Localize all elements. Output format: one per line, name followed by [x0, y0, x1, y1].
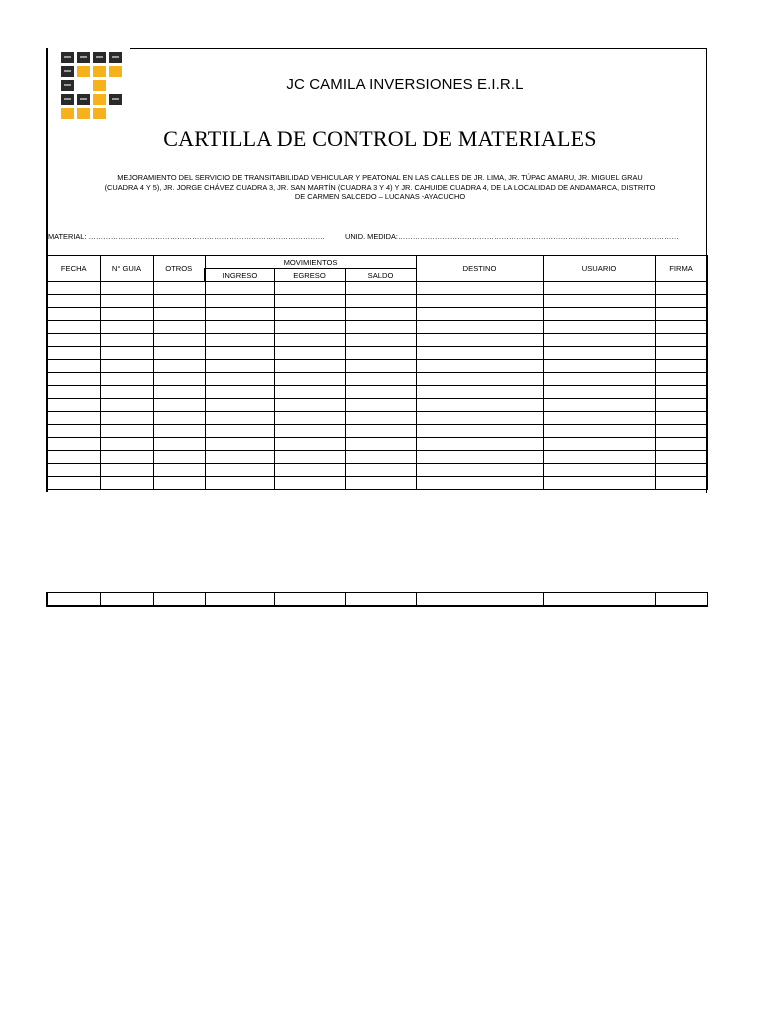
logo-block — [77, 66, 90, 77]
table-cell[interactable] — [345, 464, 416, 477]
table-cell[interactable] — [416, 360, 543, 373]
table-cell[interactable] — [543, 334, 655, 347]
table-cell[interactable] — [47, 334, 100, 347]
table-cell[interactable] — [205, 282, 274, 295]
table-cell[interactable] — [205, 308, 274, 321]
table-cell[interactable] — [543, 386, 655, 399]
table-row — [47, 412, 707, 425]
table-cell[interactable] — [416, 593, 543, 607]
table-cell[interactable] — [100, 451, 153, 464]
table-cell[interactable] — [205, 412, 274, 425]
table-cell[interactable] — [274, 451, 345, 464]
table-cell[interactable] — [345, 347, 416, 360]
table-cell[interactable] — [274, 282, 345, 295]
table-cell[interactable] — [100, 360, 153, 373]
table-cell[interactable] — [274, 334, 345, 347]
table-cell[interactable] — [100, 282, 153, 295]
table-cell[interactable] — [416, 308, 543, 321]
table-cell[interactable] — [345, 386, 416, 399]
table-cell[interactable] — [655, 321, 707, 334]
col-header-saldo: SALDO — [345, 269, 416, 282]
table-cell[interactable] — [655, 373, 707, 386]
table-cell[interactable] — [205, 321, 274, 334]
table-row — [47, 451, 707, 464]
table-cell[interactable] — [100, 321, 153, 334]
table-row — [47, 593, 707, 607]
table-cell[interactable] — [345, 321, 416, 334]
company-logo-icon — [61, 52, 123, 120]
company-name: JC CAMILA INVERSIONES E.I.R.L — [286, 76, 524, 93]
table-cell[interactable] — [153, 477, 205, 490]
table-cell[interactable] — [416, 412, 543, 425]
table-row — [47, 334, 707, 347]
logo-block — [109, 94, 122, 105]
table-cell[interactable] — [100, 373, 153, 386]
table-cell[interactable] — [345, 295, 416, 308]
document-title: CARTILLA DE CONTROL DE MATERIALES — [163, 126, 597, 151]
table-cell[interactable] — [543, 412, 655, 425]
table-cell[interactable] — [153, 399, 205, 412]
table-cell[interactable] — [100, 464, 153, 477]
logo-block — [77, 94, 90, 105]
table-cell[interactable] — [543, 321, 655, 334]
table-cell[interactable] — [416, 425, 543, 438]
table-cell[interactable] — [47, 438, 100, 451]
table-cell[interactable] — [205, 593, 274, 607]
table-cell[interactable] — [274, 477, 345, 490]
table-cell[interactable] — [100, 386, 153, 399]
materials-table-continued — [46, 592, 708, 607]
table-cell[interactable] — [205, 347, 274, 360]
table-cell[interactable] — [655, 360, 707, 373]
table-cell[interactable] — [345, 399, 416, 412]
table-cell[interactable] — [153, 308, 205, 321]
table-cell[interactable] — [345, 412, 416, 425]
table-row — [47, 295, 707, 308]
table-cell[interactable] — [655, 308, 707, 321]
table-cell[interactable] — [153, 438, 205, 451]
table-row — [47, 360, 707, 373]
table-cell[interactable] — [274, 438, 345, 451]
table-cell[interactable] — [47, 308, 100, 321]
table-cell[interactable] — [655, 438, 707, 451]
table-cell[interactable] — [100, 399, 153, 412]
table-cell[interactable] — [655, 334, 707, 347]
table-cell[interactable] — [655, 347, 707, 360]
table-cell[interactable] — [416, 386, 543, 399]
table-cell[interactable] — [416, 282, 543, 295]
table-cell[interactable] — [100, 438, 153, 451]
table-cell[interactable] — [153, 321, 205, 334]
table-row — [47, 477, 707, 490]
table-cell[interactable] — [274, 295, 345, 308]
table-cell[interactable] — [47, 477, 100, 490]
table-cell[interactable] — [416, 464, 543, 477]
table-cell[interactable] — [655, 464, 707, 477]
table-cell[interactable] — [274, 425, 345, 438]
table-cell[interactable] — [345, 282, 416, 295]
table-cell[interactable] — [100, 593, 153, 607]
table-cell[interactable] — [47, 295, 100, 308]
logo-block — [61, 94, 74, 105]
table-cell[interactable] — [543, 360, 655, 373]
table-cell[interactable] — [416, 438, 543, 451]
table-cell[interactable] — [655, 425, 707, 438]
table-cell[interactable] — [153, 347, 205, 360]
table-cell[interactable] — [100, 334, 153, 347]
table-cell[interactable] — [416, 334, 543, 347]
table-row — [47, 347, 707, 360]
table-cell[interactable] — [274, 321, 345, 334]
table-cell[interactable] — [153, 295, 205, 308]
table-cell[interactable] — [100, 477, 153, 490]
table-cell[interactable] — [345, 308, 416, 321]
table-cell[interactable] — [100, 295, 153, 308]
logo-block — [93, 52, 106, 63]
table-cell[interactable] — [543, 373, 655, 386]
table-cell[interactable] — [345, 360, 416, 373]
table-cell[interactable] — [543, 477, 655, 490]
table-row — [47, 308, 707, 321]
table-cell[interactable] — [153, 360, 205, 373]
col-header-fecha: FECHA — [47, 256, 100, 282]
table-cell[interactable] — [205, 425, 274, 438]
table-cell[interactable] — [274, 464, 345, 477]
logo-block — [109, 52, 122, 63]
table-cell[interactable] — [205, 334, 274, 347]
logo-block — [61, 108, 74, 119]
table-cell[interactable] — [543, 282, 655, 295]
table-cell[interactable] — [274, 373, 345, 386]
table-cell[interactable] — [205, 373, 274, 386]
table-cell[interactable] — [153, 412, 205, 425]
table-cell[interactable] — [153, 373, 205, 386]
table-cell[interactable] — [543, 295, 655, 308]
material-fields — [48, 232, 706, 244]
logo-block — [77, 52, 90, 63]
table-cell[interactable] — [345, 438, 416, 451]
table-row — [47, 438, 707, 451]
table-cell[interactable] — [205, 477, 274, 490]
table-cell[interactable] — [655, 412, 707, 425]
table-cell[interactable] — [153, 464, 205, 477]
table-cell[interactable] — [47, 386, 100, 399]
table-cell[interactable] — [655, 477, 707, 490]
table-cell[interactable] — [100, 308, 153, 321]
table-cell[interactable] — [153, 425, 205, 438]
table-cell[interactable] — [153, 282, 205, 295]
table-cell[interactable] — [416, 477, 543, 490]
table-cell[interactable] — [153, 451, 205, 464]
table-cell[interactable] — [47, 360, 100, 373]
table-row — [47, 464, 707, 477]
table-cell[interactable] — [416, 399, 543, 412]
table-cell[interactable] — [416, 373, 543, 386]
col-header-guia: N° GUIA — [100, 256, 153, 282]
table-cell[interactable] — [153, 386, 205, 399]
logo-block — [61, 66, 74, 77]
table-cell[interactable] — [655, 295, 707, 308]
table-row — [47, 321, 707, 334]
table-cell[interactable] — [153, 334, 205, 347]
logo-block — [93, 80, 106, 91]
table-cell[interactable] — [274, 347, 345, 360]
col-header-otros: OTROS — [153, 256, 205, 282]
table-cell[interactable] — [345, 451, 416, 464]
table-cell[interactable] — [47, 373, 100, 386]
table-cell[interactable] — [205, 399, 274, 412]
table-cell[interactable] — [543, 438, 655, 451]
table-cell[interactable] — [205, 451, 274, 464]
table-cell[interactable] — [47, 464, 100, 477]
table-cell[interactable] — [47, 399, 100, 412]
table-cell[interactable] — [416, 347, 543, 360]
material-field[interactable]: MATERIAL: …………………………………………………………………………………… — [48, 232, 326, 241]
table-row — [47, 373, 707, 386]
table-row — [47, 425, 707, 438]
col-header-ingreso: INGRESO — [205, 269, 274, 282]
table-cell[interactable] — [100, 425, 153, 438]
table-cell[interactable] — [416, 321, 543, 334]
table-cell[interactable] — [655, 451, 707, 464]
table-cell[interactable] — [274, 360, 345, 373]
table-cell[interactable] — [345, 373, 416, 386]
col-header-firma: FIRMA — [655, 256, 707, 282]
table-cell[interactable] — [543, 464, 655, 477]
table-cell[interactable] — [543, 425, 655, 438]
table-cell[interactable] — [543, 399, 655, 412]
table-cell[interactable] — [205, 360, 274, 373]
table-cell[interactable] — [543, 347, 655, 360]
logo-block — [77, 108, 90, 119]
table-cell[interactable] — [205, 295, 274, 308]
logo-block — [109, 66, 122, 77]
table-row — [47, 282, 707, 295]
table-cell[interactable] — [655, 399, 707, 412]
unit-measure-field[interactable]: UNID. MEDIDA:…………………………………………………………………………………………………… — [345, 232, 679, 241]
logo-block — [93, 66, 106, 77]
table-cell[interactable] — [205, 464, 274, 477]
table-cell[interactable] — [47, 412, 100, 425]
table-cell[interactable] — [345, 593, 416, 607]
table-row — [47, 399, 707, 412]
col-header-movimientos: MOVIMIENTOS — [205, 256, 416, 269]
col-header-usuario: USUARIO — [543, 256, 655, 282]
table-cell[interactable] — [543, 451, 655, 464]
table-cell[interactable] — [47, 347, 100, 360]
col-header-destino: DESTINO — [416, 256, 543, 282]
table-cell[interactable] — [274, 386, 345, 399]
table-cell[interactable] — [100, 347, 153, 360]
table-cell[interactable] — [274, 412, 345, 425]
table-cell[interactable] — [274, 593, 345, 607]
table-cell[interactable] — [543, 593, 655, 607]
table-cell[interactable] — [655, 282, 707, 295]
table-cell[interactable] — [47, 425, 100, 438]
table-cell[interactable] — [345, 477, 416, 490]
table-cell[interactable] — [47, 451, 100, 464]
table-cell[interactable] — [47, 321, 100, 334]
table-cell[interactable] — [205, 386, 274, 399]
logo-block — [61, 80, 74, 91]
table-cell[interactable] — [543, 308, 655, 321]
table-cell[interactable] — [655, 386, 707, 399]
materials-table — [46, 255, 708, 490]
table-cell[interactable] — [345, 334, 416, 347]
table-cell[interactable] — [416, 295, 543, 308]
logo-gap — [48, 47, 130, 50]
table-cell[interactable] — [47, 593, 100, 607]
logo-block — [61, 52, 74, 63]
table-row — [47, 386, 707, 399]
col-header-egreso: EGRESO — [274, 269, 345, 282]
table-cell[interactable] — [416, 451, 543, 464]
logo-block — [93, 108, 106, 119]
logo-block — [93, 94, 106, 105]
table-cell[interactable] — [274, 399, 345, 412]
table-cell[interactable] — [655, 593, 707, 607]
table-cell[interactable] — [205, 438, 274, 451]
table-cell[interactable] — [153, 593, 205, 607]
table-cell[interactable] — [274, 308, 345, 321]
project-description: MEJORAMIENTO DEL SERVICIO DE TRANSITABILIDAD VEHICULAR Y PEATONAL EN LAS CALLES DE JR. LIMA, JR. TÚPAC AMARU, JR. MIGUEL GRAU (CUADRA 4 Y 5), JR. JORGE CHÁVEZ CUADRA 3, JR. SAN MARTÍN (CUADRA 3 Y 4) Y JR. CAHUIDE CUADRA 4, DE LA LOCALIDAD DE ANDAMARCA, DISTRITO DE CARMEN SALCEDO – LUCANAS -AYACUCHO — [104, 173, 656, 201]
table-cell[interactable] — [47, 282, 100, 295]
table-cell[interactable] — [345, 425, 416, 438]
table-cell[interactable] — [100, 412, 153, 425]
